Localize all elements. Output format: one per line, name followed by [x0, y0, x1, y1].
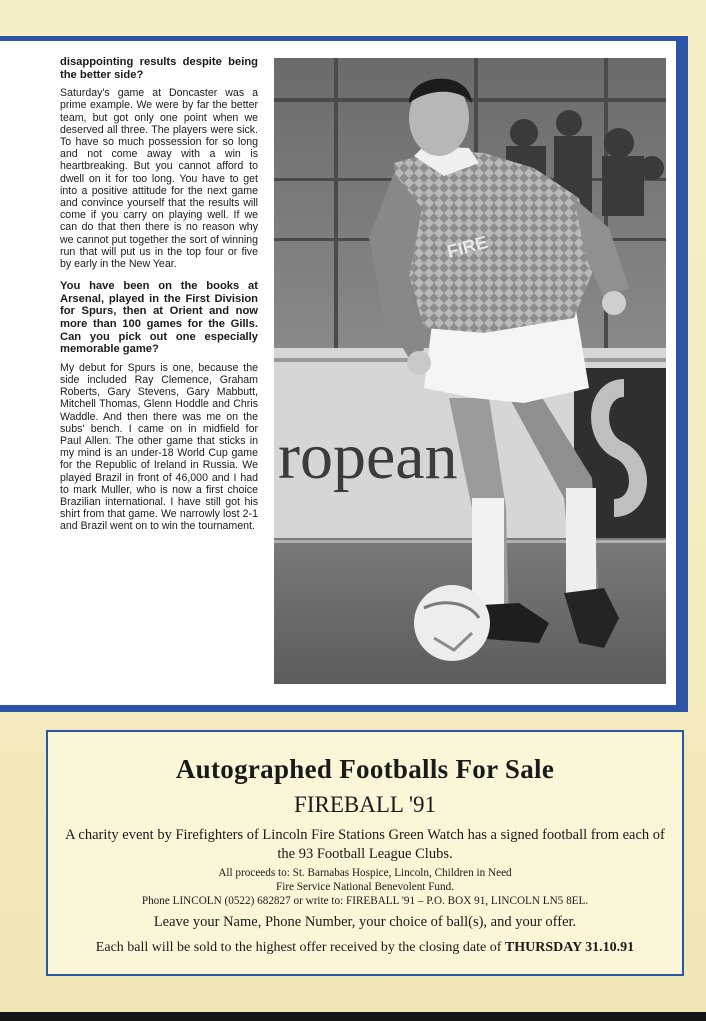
question-2: You have been on the books at Arsenal, played in the First Division for Spurs, then at Orient and now more than 100 games for the Gills. Can you pick out one especially memorable game?	[60, 280, 258, 356]
advert-leave-line: Leave your Name, Phone Number, your choice of ball(s), and your offer.	[153, 914, 577, 930]
answer-1: Saturday's game at Doncaster was a prime example. We were by far the better team, but got only one point when we deserved all three. The players were sick. To have so much possession for so long and not come away with a win is heartbreaking. But you cannot afford to dwell on it for too long. You have to get into a positive attitude for the next game and convince yourself that the results will come if you carry on playing well. If we can do that then there is no reason why we cannot put together the sort of winning run that will put us in the top four or five by early in the New Year.	[60, 87, 258, 271]
player-photo	[274, 58, 666, 684]
answer-2: My debut for Spurs is one, because the side included Ray Clemence, Graham Roberts, Gary Stevens, Gary Mabbutt, Mitchell Thomas, Glenn Hoddle and Chris Waddle. And then there was me on the subs' bench. I came on in midfield for Paul Allen. The other game that sticks in my mind is an under-18 World Cup game for the Republic of Ireland in Russia. We played Brazil in front of 46,000 and I had to mark Muller, who is now a first choice Brazilian international. I have still got his shirt from that game. We narrowly lost 2-1 and Brazil went on to win the tournament.	[60, 361, 258, 533]
page-bottom-edge	[0, 1012, 706, 1021]
shirt-sponsor-text: FIRE	[444, 231, 490, 262]
question-1: disappointing results despite being the better side?	[60, 56, 258, 81]
advert-subtitle: FIREBALL '91	[294, 792, 436, 817]
advert-intro: A charity event by Firefighters of Lincoln Fire Stations Green Watch has a signed football from each of the 93 Football League Clubs.	[65, 827, 665, 862]
advert-proceeds-line-1: All proceeds to: St. Barnabas Hospice, Lincoln, Children in Need	[218, 867, 512, 879]
advert-proceeds-line-2: Fire Service National Benevolent Fund.	[275, 881, 455, 893]
advert-title: Autographed Footballs For Sale	[175, 754, 555, 784]
advert-closing-date: THURSDAY 31.10.91	[504, 940, 635, 955]
hoarding-text: ropean	[278, 420, 458, 493]
advert-phone-line: Phone LINCOLN (0522) 682827 or write to: FIREBALL '91 – P.O. BOX 91, LINCOLN LN5 8EL.	[141, 895, 589, 907]
interview-text	[60, 56, 258, 543]
advert-box	[46, 730, 684, 976]
advert-closing-line	[48, 940, 682, 956]
advert-each-text: Each ball will be sold to the highest offer received by the closing date of	[95, 940, 502, 955]
